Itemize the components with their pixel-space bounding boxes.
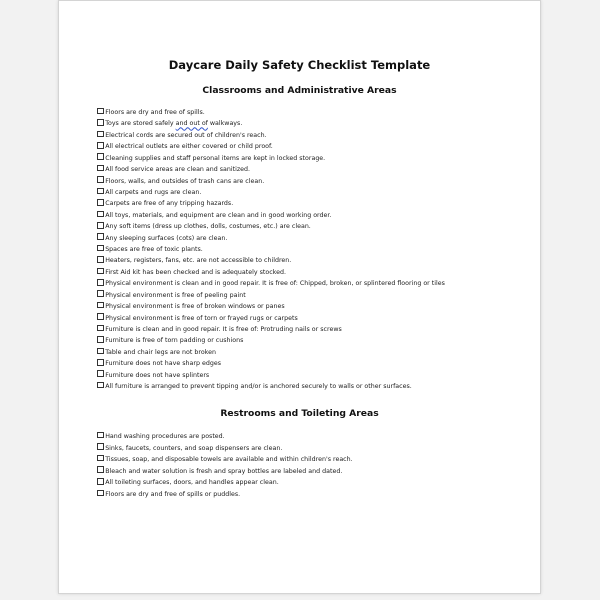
checklist-item	[97, 221, 445, 232]
checklist-item-text: Cleaning supplies and staff personal items are kept in locked storage.	[105, 154, 326, 162]
checkbox[interactable]	[97, 211, 104, 218]
checklist-item-text: Table and chair legs are not broken	[105, 348, 216, 356]
checklist-item	[97, 141, 445, 152]
document-page	[58, 0, 541, 594]
checklist-item-text: Furniture does not have splinters	[105, 371, 210, 379]
checklist-item	[97, 176, 445, 187]
checklist-item	[97, 454, 353, 466]
checklist-classrooms	[97, 107, 445, 393]
checkbox[interactable]	[97, 142, 104, 149]
checklist-item	[97, 466, 353, 478]
checkbox[interactable]	[97, 165, 104, 172]
checkbox[interactable]	[97, 302, 104, 309]
checklist-item-text: Tissues, soap, and disposable towels are available and within children's reach.	[105, 456, 353, 464]
checklist-item-text: All electrical outlets are either covered or child proof.	[105, 143, 273, 151]
checkbox[interactable]	[97, 370, 104, 377]
checklist-item-text: Physical environment is free of broken windows or panes	[105, 303, 285, 311]
checkbox[interactable]	[97, 279, 104, 286]
checklist-item	[97, 198, 445, 209]
checklist-item-text: Hand washing procedures are posted.	[105, 433, 225, 440]
checklist-item-text: All toys, materials, and equipment are clean and in good working order.	[105, 211, 332, 219]
checklist-item-text: Heaters, registers, fans, etc. are not accessible to children.	[105, 257, 292, 265]
section-heading-restrooms: Restrooms and Toileting Areas	[220, 408, 379, 419]
checklist-item-text: Furniture is free of torn padding or cushions	[105, 337, 244, 345]
checklist-item-text: Any sleeping surfaces (cots) are clean.	[105, 234, 228, 242]
checklist-item	[97, 347, 445, 358]
checklist-item-text: Physical environment is free of torn or frayed rugs or carpets	[105, 314, 298, 322]
checklist-item-text: All carpets and rugs are clean.	[105, 188, 202, 196]
checkbox[interactable]	[97, 153, 104, 160]
checklist-item	[97, 381, 445, 392]
checklist-item	[97, 107, 445, 118]
checklist-item-text: Physical environment is clean and in good repair. It is free of: Chipped, broken, or splintered flooring or tiles	[105, 280, 445, 288]
checkbox[interactable]	[97, 131, 104, 138]
section-heading-classrooms: Classrooms and Administrative Areas	[202, 85, 397, 96]
checklist-item	[97, 324, 445, 335]
checklist-item-text: Floors are dry and free of spills.	[105, 109, 205, 116]
checklist-item	[97, 431, 353, 443]
checkbox[interactable]	[97, 268, 104, 275]
checklist-item	[97, 278, 445, 289]
checkbox[interactable]	[97, 432, 104, 439]
checkbox[interactable]	[97, 466, 104, 473]
checklist-item-text: All toileting surfaces, doors, and handles appear clean.	[105, 479, 279, 487]
checklist-item	[97, 153, 445, 164]
checklist-item-text: Sinks, faucets, counters, and soap dispensers are clean.	[105, 444, 283, 452]
checkbox[interactable]	[97, 325, 104, 332]
checklist-item-text: Toys are stored safely and out of walkways.	[105, 120, 243, 128]
checklist-restrooms	[97, 431, 353, 501]
checklist-item	[97, 290, 445, 301]
checklist-item-text: All furniture is arranged to prevent tipping and/or is anchored securely to walls or other surfaces.	[105, 383, 412, 391]
checkbox[interactable]	[97, 233, 104, 240]
checklist-item	[97, 477, 353, 489]
checkbox[interactable]	[97, 108, 104, 115]
checklist-item	[97, 233, 445, 244]
checkbox[interactable]	[97, 443, 104, 450]
checklist-item-text: Electrical cords are secured out of children's reach.	[105, 131, 267, 139]
checklist-item	[97, 301, 445, 312]
checklist-item	[97, 335, 445, 346]
checklist-item	[97, 118, 445, 129]
checklist-item-text: All food service areas are clean and sanitized.	[105, 166, 251, 174]
checklist-item	[97, 130, 445, 141]
checklist-item-text: Floors are dry and free of spills or puddles.	[105, 490, 241, 498]
checkbox[interactable]	[97, 359, 104, 366]
checkbox[interactable]	[97, 455, 104, 462]
checkbox[interactable]	[97, 176, 104, 183]
checklist-item	[97, 443, 353, 455]
checkbox[interactable]	[97, 490, 104, 497]
checklist-item	[97, 244, 445, 255]
checkbox[interactable]	[97, 222, 104, 229]
checklist-item-text: First Aid kit has been checked and is adequately stocked.	[105, 268, 286, 276]
checklist-item-text: Any soft items (dress up clothes, dolls, costumes, etc.) are clean.	[105, 223, 311, 231]
checklist-item-text: Physical environment is free of peeling paint	[105, 291, 246, 299]
document-title: Daycare Daily Safety Checklist Template	[168, 58, 431, 72]
checkbox[interactable]	[97, 119, 104, 126]
checkbox[interactable]	[97, 290, 104, 297]
checklist-item	[97, 313, 445, 324]
checklist-item	[97, 267, 445, 278]
checkbox[interactable]	[97, 256, 104, 263]
checklist-item	[97, 187, 445, 198]
grammar-squiggle: and out of	[175, 120, 208, 128]
checkbox[interactable]	[97, 245, 104, 252]
checkbox[interactable]	[97, 188, 104, 195]
checkbox[interactable]	[97, 348, 104, 355]
checkbox[interactable]	[97, 199, 104, 206]
checklist-item	[97, 164, 445, 175]
checklist-item-text: Spaces are free of toxic plants.	[105, 246, 203, 254]
checkbox[interactable]	[97, 382, 104, 389]
checklist-item-text: Bleach and water solution is fresh and spray bottles are labeled and dated.	[105, 467, 343, 475]
checklist-item	[97, 358, 445, 369]
checkbox[interactable]	[97, 336, 104, 343]
checklist-item	[97, 489, 353, 501]
checklist-item-text: Furniture is clean and in good repair. It is free of: Protruding nails or screws	[105, 326, 342, 334]
checklist-item-text: Furniture does not have sharp edges	[105, 360, 221, 368]
checklist-item	[97, 370, 445, 381]
checkbox[interactable]	[97, 313, 104, 320]
checklist-item-text: Carpets are free of any tripping hazards.	[105, 200, 234, 208]
checkbox[interactable]	[97, 478, 104, 485]
checklist-item-text: Floors, walls, and outsides of trash cans are clean.	[105, 177, 265, 185]
checklist-item	[97, 210, 445, 221]
checklist-item	[97, 255, 445, 266]
